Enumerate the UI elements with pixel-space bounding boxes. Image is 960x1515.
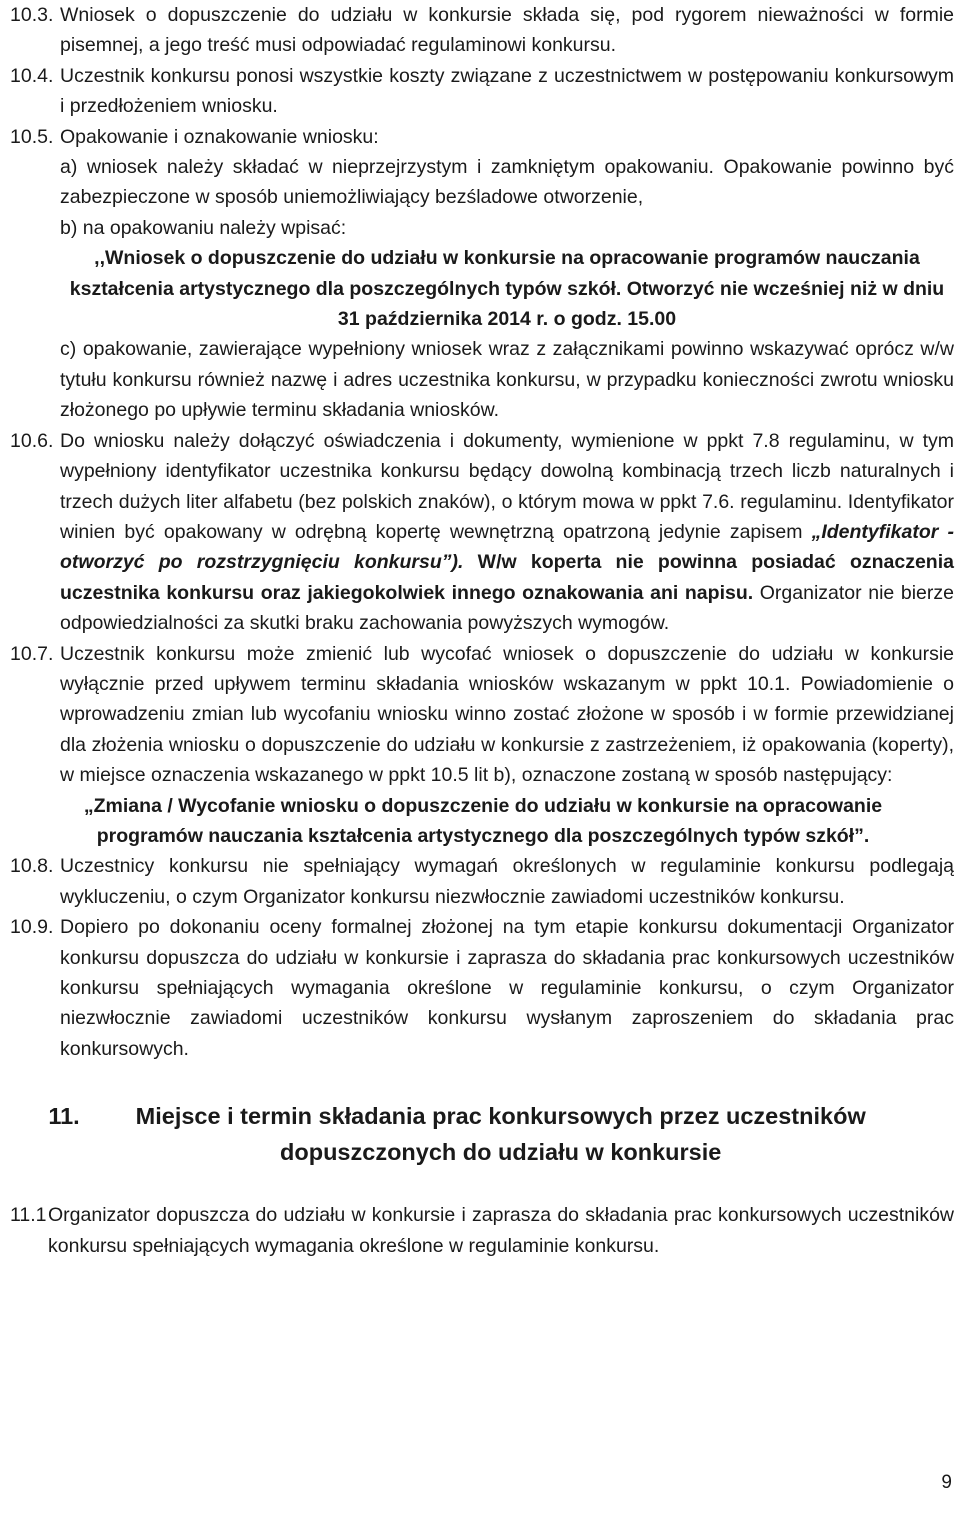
envelope-label: ,,Wniosek o dopuszczenie do udziału w konkursie na opracowanie programów nauczania kształcenia artystycznego dla poszczególnych typów szkół. Otworzyć nie wcześniej niż w dniu 31 października 2014 r. o godz. 15.00 [69, 247, 945, 331]
identifier-label: „Identyfikator - otworzyć po rozstrzygnięciu konkursu”). [60, 520, 954, 574]
paragraph-number: 10.8. [10, 855, 54, 878]
paragraph-number: 10.4. [10, 64, 54, 87]
section-number: 11. [48, 1103, 80, 1130]
paragraph-number: 10.3. [10, 4, 54, 26]
paragraph-10-7 [10, 639, 954, 791]
paragraph-text: Uczestnik konkursu ponosi wszystkie koszty związane z uczestnictwem w postępowaniu konkursowym i przedłożeniem wniosku. [60, 64, 954, 118]
paragraph-text: Organizator dopuszcza do udziału w konkursie i zaprasza do składania prac konkursowych uczestników konkursu spełniających wymagania określone w regulaminie konkursu. [48, 1204, 954, 1257]
text-part: Do wniosku należy dołączyć oświadczenia i dokumenty, wymienione w ppkt 7.8 regulaminu, w tym wypełniony identyfikator uczestnika konkursu będący dowolną kombinacją trzech liczb naturalnych i trzech dużych liter alfabetu (bez polskich znaków), o którym mowa w ppkt 7.6. regulaminu. Identyfikator winien być opakowany w odrębną kopertę wewnętrzną opatrzoną jedynie zapisem [60, 429, 954, 543]
page-number: 9 [941, 1472, 952, 1493]
bold-note: W/w koperta nie powinna posiadać oznaczenia uczestnika konkursu oraz jakiegokolwiek innego oznakowania ani napisu. [60, 551, 954, 604]
paragraph-text: Uczestnik konkursu może zmienić lub wycofać wniosek o dopuszczenie do udziału w konkursie wyłącznie przed upływem terminu składania wniosków wskazanym w ppkt 10.1. Powiadomienie o wprowadzeniu zmian lub wycofaniu wniosku winno zostać złożone w sposób i w formie przewidzianej dla złożenia wniosku o dopuszczenie do udziału w konkursie z zastrzeżeniem, iż opakowania (koperty), w miejsce oznaczenia wskazanego w ppkt 10.5 lit b), oznaczone zostaną w sposób następujący: [60, 642, 954, 787]
paragraph-text: Dopiero po dokonaniu oceny formalnej złożonej na tym etapie konkursu dokumentacji Organizator konkursu dopuszcza do udziału w konkursie i zaprasza do składania prac konkursowych uczestników konkursu spełniających wymagania określone w regulaminie konkursu, o czym Organizator niezwłocznie zawiadomi uczestników konkursu wysłanym zaproszeniem do składania prac konkursowych. [60, 916, 954, 1060]
section-title: Miejsce i termin składania prac konkursowych przez uczestników dopuszczonych do udziału w konkursie [135, 1103, 866, 1166]
withdrawal-label: „Zmiana / Wycofanie wniosku o dopuszczenie do udziału w konkursie na opracowanie programów nauczania kształcenia artystycznego dla poszczególnych typów szkół”. [83, 794, 883, 847]
paragraph-number: 10.7. [10, 642, 54, 665]
text-part: Organizator nie bierze odpowiedzialności za skutki braku zachowania powyższych wymogów. [60, 581, 954, 635]
paragraph-11-1 [10, 1200, 954, 1261]
paragraph-text: Uczestnicy konkursu nie spełniający wymagań określonych w regulaminie konkursu podlegają wykluczeniu, o czym Organizator konkursu niezwłocznie zawiadomi uczestników konkursu. [60, 855, 954, 908]
paragraph-10-3 [10, 0, 954, 61]
point-a: a) wniosek należy składać w nieprzejrzystym i zamkniętym opakowaniu. Opakowanie powinno być zabezpieczone w sposób uniemożliwiający bezśladowe otworzenie, [60, 156, 954, 209]
section-heading-11 [10, 1098, 954, 1170]
paragraph-10-8 [10, 851, 954, 912]
paragraph-text: Wniosek o dopuszczenie do udziału w konkursie składa się, pod rygorem nieważności w formie pisemnej, a jego treść musi odpowiadać regulaminowi konkursu. [60, 4, 954, 57]
paragraph-number: 10.9. [10, 916, 54, 939]
paragraph-10-5 [10, 122, 954, 426]
point-c: c) opakowanie, zawierające wypełniony wniosek wraz z załącznikami powinno wskazywać oprócz w/w tytułu konkursu również nazwę i adres uczestnika konkursu, w przypadku konieczności zwrotu wniosku złożonego po upływie terminu składania wniosków. [60, 338, 954, 422]
paragraph-10-6 [10, 426, 954, 639]
paragraph-number: 11.1 [10, 1204, 47, 1227]
paragraph-body [60, 122, 954, 426]
point-b: b) na opakowaniu należy wpisać: [60, 216, 347, 239]
paragraph-10-9 [10, 912, 954, 1064]
paragraph-10-4 [10, 61, 954, 122]
paragraph-number: 10.5. [10, 125, 54, 148]
paragraph-text [60, 426, 954, 639]
paragraph-number: 10.6. [10, 429, 54, 452]
paragraph-intro: Opakowanie i oznakowanie wniosku: [60, 125, 379, 148]
